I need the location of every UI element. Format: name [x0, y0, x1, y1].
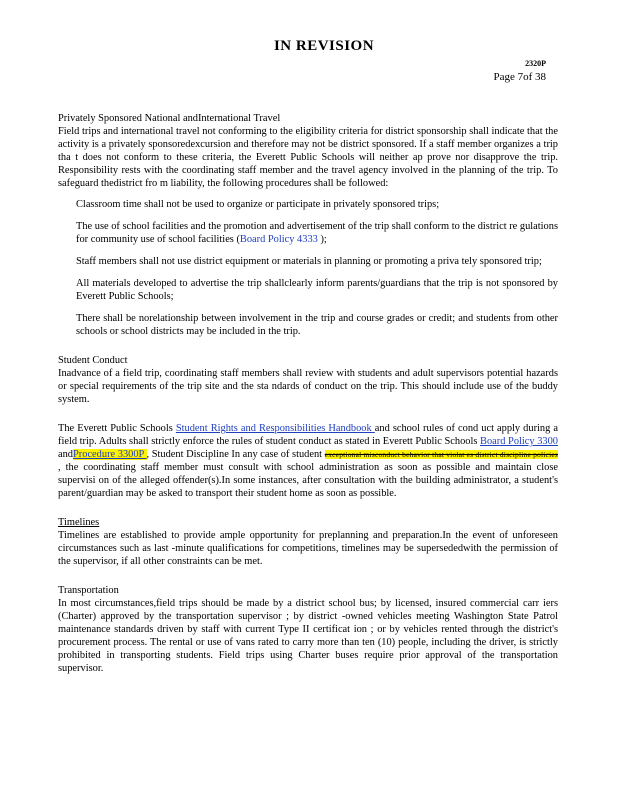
list-item-text: The use of school facilities and the promotion and advertisement of the trip shall conform to the district re gulations for community use of school facilities (: [76, 221, 558, 245]
section-heading-timelines: Timelines: [58, 517, 100, 528]
text-run: and: [58, 449, 74, 460]
section-heading-transportation: Transportation: [58, 585, 119, 596]
board-policy-4333-link[interactable]: Board Policy 4333: [239, 234, 318, 245]
document-id: 2320P: [525, 59, 546, 68]
paragraph-conduct-2: [58, 422, 558, 500]
section-heading-conduct: Student Conduct: [58, 355, 128, 366]
section-student-conduct: [58, 354, 558, 500]
paragraph-conduct-1: Inadvance of a field trip, coordinating staff members shall review with students and adult supervisors potential hazards or special requirements of the trip site and the sta ndards of conduct on the trip. This should include use of the buddy system.: [58, 368, 558, 405]
struck-highlighted-text: exceptional misconduct behavior that violat es district discipline policies: [324, 450, 559, 459]
list-item: [58, 220, 558, 246]
text-run: The Everett Public Schools: [58, 423, 176, 434]
list-item: [58, 277, 558, 303]
list-item-text: Staff members shall not use district equipment or materials in planning or promoting a priva tely sponsored trip;: [76, 256, 542, 267]
section-heading-travel: Privately Sponsored National andInternational Travel: [58, 113, 281, 124]
student-rights-handbook-link[interactable]: Student Rights and Responsibilities Handbook: [175, 423, 375, 434]
page-number: Page 7of 38: [493, 71, 546, 83]
list-item-text: All materials developed to advertise the trip shallclearly inform parents/guardians that the trip is not sponsored by Everett Public Schools;: [76, 278, 558, 302]
text-run: , the coordinating staff member must consult with school administration as soon as possible and maintain close supervisi on of the alleged offender(s).In some instances, after consultation with the building administrator, a student's parent/guardian may be asked to transport their student home as soon as possible.: [58, 462, 558, 499]
document-title: IN REVISION: [273, 38, 375, 54]
text-run: and school rules of cond uct apply during a field trip. Adults shall strictly enforce the rules of student conduct as stated in Everett Public Schools: [58, 423, 558, 447]
section-travel: [58, 112, 558, 338]
paragraph-timelines: Timelines are established to provide ample opportunity for preplanning and preparation.In the event of unforeseen circumstances such as last -minute qualifications for competitions, timelines may be supersededwith the permission of the supervisor, if all other constraints can be met.: [58, 530, 558, 567]
list-item-text: There shall be norelationship between involvement in the trip and course grades or credit; and students from other schools or school districts may be included in the trip.: [76, 313, 558, 337]
section-transportation: [58, 584, 558, 675]
paragraph-travel-intro: Field trips and international travel not conforming to the eligibility criteria for district sponsorship shall indicate that the activity is a privately sponsoredexcursion and therefore may not be district sponsored. If a staff member organizes a trip tha t does not conform to these criteria, the Everett Public Schools will neither ap prove nor disapprove the trip. Responsibility rests with the coordinating staff member and the travel agency involved in the planning of the trip. To safeguard thedistrict fro m liability, the following procedures shall be followed:: [58, 126, 558, 189]
list-item: [58, 255, 558, 268]
list-item: [58, 198, 558, 211]
paragraph-transportation: In most circumstances,field trips should be made by a district school bus; by licensed, insured commercial carr iers (Charter) approved by the transportation supervisor ; by district -owned vehicles meeting Washington State Patrol maintenance standards driven by staff with current Type II certificat ion ; or by vehicles rented through the district's procurement process. The rental or use of vans rated to carry more than ten (10) people, including the driver, is strictly prohibited in transporting students. Field trips using Charter buses require prior approval of the transportation supervisor.: [58, 598, 558, 674]
document-body: [58, 112, 558, 691]
text-run: , Student Discipline In any case of student: [146, 449, 325, 460]
procedure-list: [58, 198, 558, 338]
list-item-text-tail: );: [317, 234, 327, 245]
section-timelines: [58, 516, 558, 568]
board-policy-3300-link[interactable]: Board Policy 3300: [480, 436, 558, 447]
list-item-text: Classroom time shall not be used to organize or participate in privately sponsored trips;: [76, 199, 440, 210]
list-item: [58, 312, 558, 338]
procedure-3300p-link[interactable]: Procedure 3300P: [73, 449, 147, 460]
